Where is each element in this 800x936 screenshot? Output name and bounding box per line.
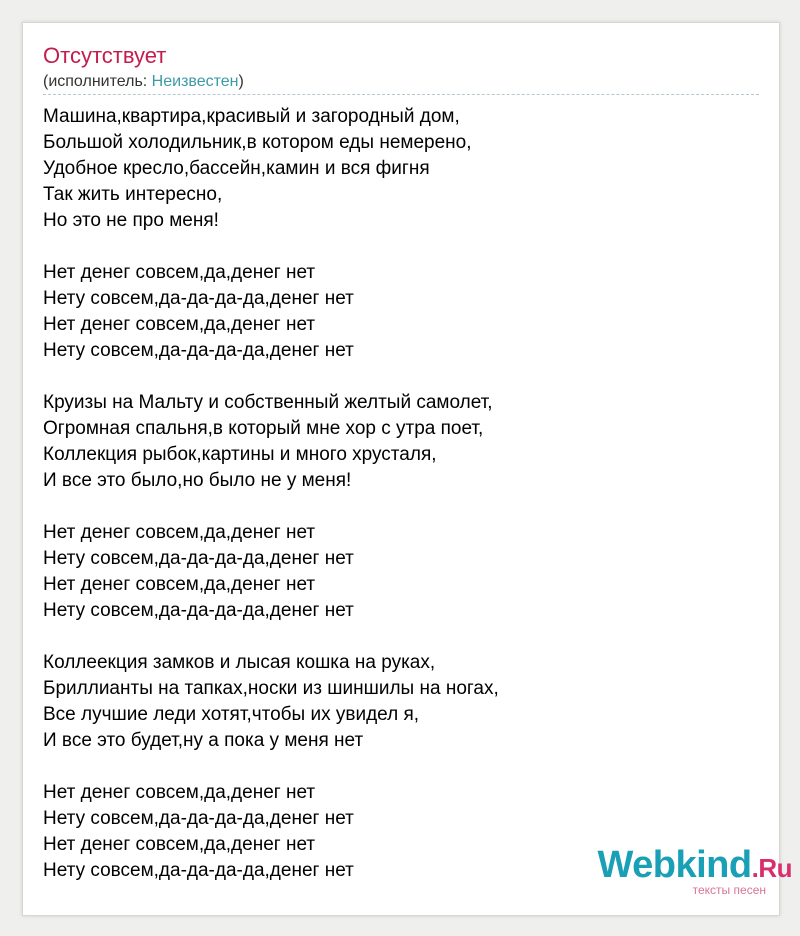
logo-domain: .Ru: [751, 853, 792, 883]
stanza-gap: [43, 364, 499, 390]
lyrics-card: [22, 22, 780, 916]
stanza-gap: [43, 234, 499, 260]
lyric-line: Бриллианты на тапках,носки из шиншилы на ногах,: [43, 678, 499, 699]
lyric-line: Машина,квартира,красивый и загородный дом,: [43, 106, 460, 127]
lyric-line: Удобное кресло,бассейн,камин и вся фигня: [43, 158, 430, 179]
lyric-line: Круизы на Мальту и собственный желтый самолет,: [43, 392, 493, 413]
lyrics-text: [43, 104, 499, 884]
lyric-line: Нет денег совсем,да,денег нет: [43, 522, 316, 543]
lyric-line: Нету совсем,да-да-да-да,денег нет: [43, 860, 354, 881]
lyric-line: Нету совсем,да-да-да-да,денег нет: [43, 340, 354, 361]
lyric-line: Нет денег совсем,да,денег нет: [43, 834, 316, 855]
artist-prefix: (исполнитель:: [43, 73, 152, 90]
lyric-line: Так жить интересно,: [43, 184, 223, 205]
logo-tagline: тексты песен: [692, 883, 766, 897]
stanza-gap: [43, 494, 499, 520]
lyric-line: Нету совсем,да-да-да-да,денег нет: [43, 548, 354, 569]
logo-wordmark: [597, 846, 792, 887]
lyric-line: Нет денег совсем,да,денег нет: [43, 782, 316, 803]
lyric-line: Нету совсем,да-да-да-да,денег нет: [43, 600, 354, 621]
lyric-line: Все лучшие леди хотят,чтобы их увидел я,: [43, 704, 420, 725]
logo-name: Webkind: [597, 844, 752, 886]
lyric-line: Огромная спальня,в который мне хор с утра поет,: [43, 418, 484, 439]
divider: [43, 94, 759, 95]
lyric-line: Коллекция рыбок,картины и много хрусталя,: [43, 444, 437, 465]
lyric-line: Нет денег совсем,да,денег нет: [43, 262, 316, 283]
stanza-gap: [43, 624, 499, 650]
lyric-line: И все это было,но было не у меня!: [43, 470, 352, 491]
lyric-line: Нет денег совсем,да,денег нет: [43, 574, 316, 595]
stanza-gap: [43, 754, 499, 780]
lyric-line: Нету совсем,да-да-да-да,денег нет: [43, 808, 354, 829]
lyric-line: Но это не про меня!: [43, 210, 219, 231]
artist-suffix: ): [238, 73, 244, 90]
lyric-line: И все это будет,ну а пока у меня нет: [43, 730, 364, 751]
site-logo[interactable]: [597, 846, 792, 897]
artist-line: [43, 73, 244, 91]
song-title: Отсутствует: [43, 43, 167, 68]
lyric-line: Нету совсем,да-да-да-да,денег нет: [43, 288, 354, 309]
lyric-line: Нет денег совсем,да,денег нет: [43, 314, 316, 335]
lyric-line: Коллеекция замков и лысая кошка на руках,: [43, 652, 436, 673]
lyric-line: Большой холодильник,в котором еды немерено,: [43, 132, 472, 153]
artist-link[interactable]: Неизвестен: [151, 73, 239, 90]
